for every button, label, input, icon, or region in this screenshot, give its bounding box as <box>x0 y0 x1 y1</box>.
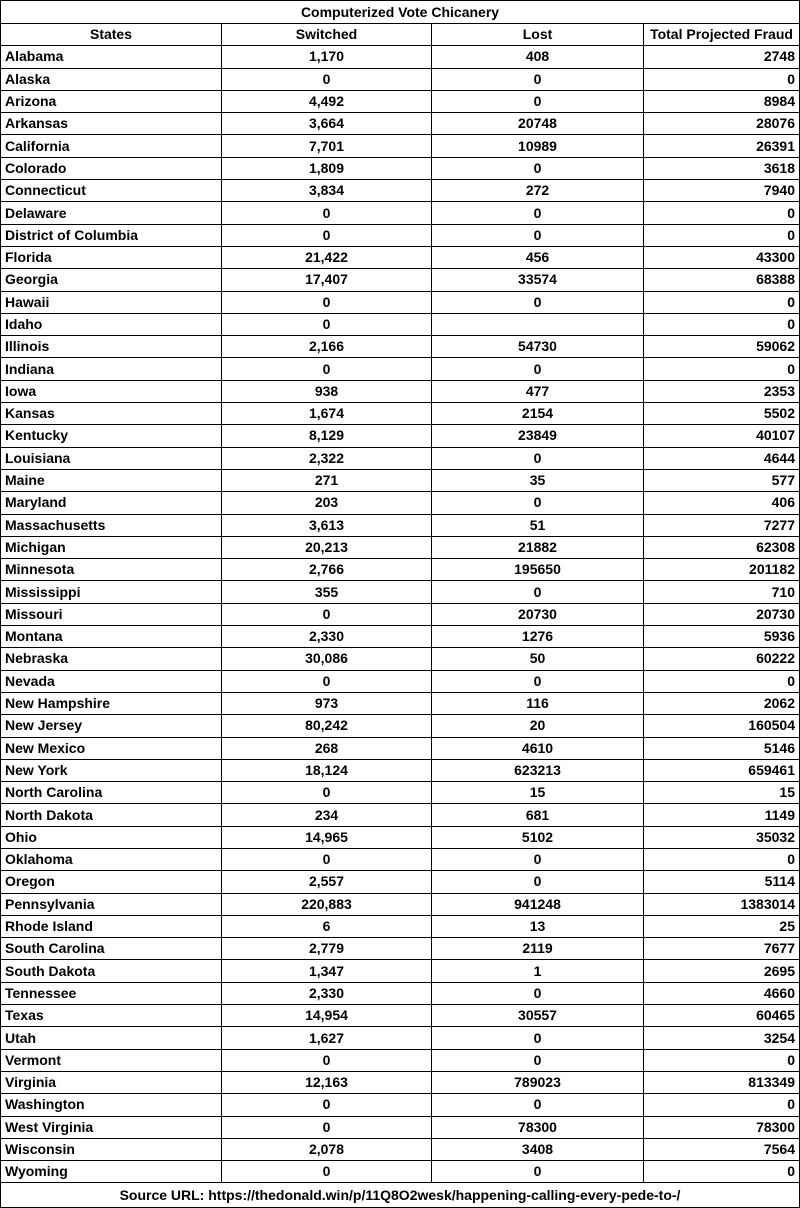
total-cell: 3254 <box>644 1027 800 1049</box>
switched-cell: 3,613 <box>222 514 432 536</box>
switched-cell: 8,129 <box>222 425 432 447</box>
table-row <box>1 1027 800 1049</box>
total-cell: 43300 <box>644 246 800 268</box>
lost-cell: 0 <box>432 848 644 870</box>
total-cell: 4644 <box>644 447 800 469</box>
table-row <box>1 1138 800 1160</box>
table-row <box>1 224 800 246</box>
total-cell: 28076 <box>644 113 800 135</box>
lost-cell: 0 <box>432 157 644 179</box>
total-cell: 5114 <box>644 871 800 893</box>
table-row <box>1 135 800 157</box>
switched-cell: 0 <box>222 1049 432 1071</box>
table-row <box>1 492 800 514</box>
table-body <box>1 46 800 1183</box>
total-cell: 15 <box>644 782 800 804</box>
state-cell: Pennsylvania <box>1 893 222 915</box>
lost-cell: 0 <box>432 871 644 893</box>
switched-cell: 2,779 <box>222 938 432 960</box>
total-cell: 7277 <box>644 514 800 536</box>
state-cell: Massachusetts <box>1 514 222 536</box>
table-row <box>1 938 800 960</box>
state-cell: North Dakota <box>1 804 222 826</box>
state-cell: Minnesota <box>1 559 222 581</box>
switched-cell: 0 <box>222 224 432 246</box>
switched-cell: 973 <box>222 692 432 714</box>
state-cell: Ohio <box>1 826 222 848</box>
state-cell: Arizona <box>1 90 222 112</box>
total-cell: 160504 <box>644 715 800 737</box>
state-cell: District of Columbia <box>1 224 222 246</box>
state-cell: Indiana <box>1 358 222 380</box>
table-row <box>1 358 800 380</box>
table-row <box>1 90 800 112</box>
state-cell: Florida <box>1 246 222 268</box>
header-switched: Switched <box>222 24 432 46</box>
lost-cell: 1 <box>432 960 644 982</box>
state-cell: Louisiana <box>1 447 222 469</box>
switched-cell: 20,213 <box>222 536 432 558</box>
lost-cell: 941248 <box>432 893 644 915</box>
lost-cell: 0 <box>432 358 644 380</box>
switched-cell: 938 <box>222 380 432 402</box>
table-row <box>1 1049 800 1071</box>
table-row <box>1 113 800 135</box>
total-cell: 0 <box>644 358 800 380</box>
lost-cell: 51 <box>432 514 644 536</box>
total-cell: 25 <box>644 915 800 937</box>
lost-cell: 116 <box>432 692 644 714</box>
switched-cell: 21,422 <box>222 246 432 268</box>
total-cell: 8984 <box>644 90 800 112</box>
state-cell: Maine <box>1 469 222 491</box>
switched-cell: 0 <box>222 1161 432 1183</box>
table-row <box>1 269 800 291</box>
switched-cell: 271 <box>222 469 432 491</box>
state-cell: South Carolina <box>1 938 222 960</box>
table-row <box>1 291 800 313</box>
total-cell: 1383014 <box>644 893 800 915</box>
lost-cell: 35 <box>432 469 644 491</box>
state-cell: Wyoming <box>1 1161 222 1183</box>
table-row <box>1 915 800 937</box>
switched-cell: 1,347 <box>222 960 432 982</box>
table-row <box>1 581 800 603</box>
table-row <box>1 826 800 848</box>
total-cell: 2748 <box>644 46 800 68</box>
switched-cell: 0 <box>222 1116 432 1138</box>
lost-cell: 23849 <box>432 425 644 447</box>
total-cell: 4660 <box>644 982 800 1004</box>
switched-cell: 2,330 <box>222 626 432 648</box>
total-cell: 78300 <box>644 1116 800 1138</box>
state-cell: New Jersey <box>1 715 222 737</box>
state-cell: Oregon <box>1 871 222 893</box>
state-cell: Illinois <box>1 336 222 358</box>
table-row <box>1 759 800 781</box>
total-cell: 710 <box>644 581 800 603</box>
table-row <box>1 782 800 804</box>
table-row <box>1 559 800 581</box>
lost-cell: 4610 <box>432 737 644 759</box>
total-cell: 7564 <box>644 1138 800 1160</box>
total-cell: 201182 <box>644 559 800 581</box>
state-cell: Alabama <box>1 46 222 68</box>
state-cell: Nevada <box>1 670 222 692</box>
switched-cell: 0 <box>222 1094 432 1116</box>
total-cell: 60222 <box>644 648 800 670</box>
table-row <box>1 425 800 447</box>
state-cell: Mississippi <box>1 581 222 603</box>
lost-cell: 33574 <box>432 269 644 291</box>
state-cell: Utah <box>1 1027 222 1049</box>
total-cell: 2062 <box>644 692 800 714</box>
total-cell: 0 <box>644 291 800 313</box>
lost-cell: 20 <box>432 715 644 737</box>
lost-cell: 0 <box>432 202 644 224</box>
lost-cell: 0 <box>432 224 644 246</box>
state-cell: Vermont <box>1 1049 222 1071</box>
lost-cell: 456 <box>432 246 644 268</box>
table-row <box>1 403 800 425</box>
total-cell: 406 <box>644 492 800 514</box>
table-row <box>1 1094 800 1116</box>
switched-cell: 0 <box>222 202 432 224</box>
switched-cell: 0 <box>222 68 432 90</box>
switched-cell: 0 <box>222 603 432 625</box>
table-row <box>1 603 800 625</box>
table-row <box>1 626 800 648</box>
switched-cell: 1,627 <box>222 1027 432 1049</box>
source-row <box>1 1183 800 1208</box>
total-cell: 5502 <box>644 403 800 425</box>
table-row <box>1 469 800 491</box>
state-cell: New Mexico <box>1 737 222 759</box>
switched-cell: 1,809 <box>222 157 432 179</box>
lost-cell: 0 <box>432 581 644 603</box>
state-cell: Kansas <box>1 403 222 425</box>
table-row <box>1 46 800 68</box>
switched-cell: 355 <box>222 581 432 603</box>
lost-cell: 3408 <box>432 1138 644 1160</box>
switched-cell: 14,954 <box>222 1005 432 1027</box>
total-cell: 62308 <box>644 536 800 558</box>
total-cell: 5146 <box>644 737 800 759</box>
state-cell: Colorado <box>1 157 222 179</box>
table-row <box>1 202 800 224</box>
total-cell: 20730 <box>644 603 800 625</box>
total-cell: 0 <box>644 1049 800 1071</box>
state-cell: Virginia <box>1 1071 222 1093</box>
source-url: Source URL: https://thedonald.win/p/11Q8O2wesk/happening-calling-every-pede-to-/ <box>1 1183 800 1208</box>
lost-cell: 20730 <box>432 603 644 625</box>
state-cell: Maryland <box>1 492 222 514</box>
total-cell: 59062 <box>644 336 800 358</box>
total-cell: 0 <box>644 848 800 870</box>
switched-cell: 1,674 <box>222 403 432 425</box>
total-cell: 1149 <box>644 804 800 826</box>
total-cell: 7677 <box>644 938 800 960</box>
lost-cell <box>432 313 644 335</box>
total-cell: 0 <box>644 68 800 90</box>
table-row <box>1 648 800 670</box>
state-cell: Michigan <box>1 536 222 558</box>
state-cell: Oklahoma <box>1 848 222 870</box>
table-row <box>1 536 800 558</box>
switched-cell: 4,492 <box>222 90 432 112</box>
switched-cell: 80,242 <box>222 715 432 737</box>
switched-cell: 2,166 <box>222 336 432 358</box>
header-row <box>1 24 800 46</box>
lost-cell: 0 <box>432 1049 644 1071</box>
header-lost: Lost <box>432 24 644 46</box>
switched-cell: 0 <box>222 358 432 380</box>
total-cell: 2695 <box>644 960 800 982</box>
lost-cell: 10989 <box>432 135 644 157</box>
state-cell: Idaho <box>1 313 222 335</box>
table-row <box>1 960 800 982</box>
state-cell: Alaska <box>1 68 222 90</box>
total-cell: 40107 <box>644 425 800 447</box>
title-row <box>1 1 800 24</box>
table-row <box>1 692 800 714</box>
header-states: States <box>1 24 222 46</box>
switched-cell: 7,701 <box>222 135 432 157</box>
total-cell: 0 <box>644 224 800 246</box>
state-cell: Washington <box>1 1094 222 1116</box>
switched-cell: 234 <box>222 804 432 826</box>
total-cell: 3618 <box>644 157 800 179</box>
switched-cell: 203 <box>222 492 432 514</box>
switched-cell: 0 <box>222 848 432 870</box>
table-row <box>1 447 800 469</box>
header-total: Total Projected Fraud <box>644 24 800 46</box>
total-cell: 26391 <box>644 135 800 157</box>
total-cell: 577 <box>644 469 800 491</box>
total-cell: 813349 <box>644 1071 800 1093</box>
lost-cell: 54730 <box>432 336 644 358</box>
switched-cell: 3,664 <box>222 113 432 135</box>
lost-cell: 21882 <box>432 536 644 558</box>
state-cell: Tennessee <box>1 982 222 1004</box>
state-cell: New Hampshire <box>1 692 222 714</box>
table-row <box>1 982 800 1004</box>
lost-cell: 0 <box>432 68 644 90</box>
state-cell: Montana <box>1 626 222 648</box>
table-row <box>1 68 800 90</box>
switched-cell: 0 <box>222 313 432 335</box>
table-row <box>1 246 800 268</box>
total-cell: 60465 <box>644 1005 800 1027</box>
lost-cell: 0 <box>432 1027 644 1049</box>
table-row <box>1 336 800 358</box>
table-row <box>1 1071 800 1093</box>
switched-cell: 1,170 <box>222 46 432 68</box>
total-cell: 659461 <box>644 759 800 781</box>
switched-cell: 220,883 <box>222 893 432 915</box>
state-cell: California <box>1 135 222 157</box>
table-row <box>1 893 800 915</box>
table-row <box>1 715 800 737</box>
state-cell: Iowa <box>1 380 222 402</box>
table-row <box>1 180 800 202</box>
table-row <box>1 848 800 870</box>
total-cell: 35032 <box>644 826 800 848</box>
lost-cell: 0 <box>432 447 644 469</box>
lost-cell: 0 <box>432 670 644 692</box>
table-row <box>1 1005 800 1027</box>
state-cell: Georgia <box>1 269 222 291</box>
switched-cell: 17,407 <box>222 269 432 291</box>
switched-cell: 0 <box>222 670 432 692</box>
table-title: Computerized Vote Chicanery <box>1 1 800 24</box>
lost-cell: 623213 <box>432 759 644 781</box>
state-cell: Kentucky <box>1 425 222 447</box>
state-cell: Missouri <box>1 603 222 625</box>
total-cell: 0 <box>644 313 800 335</box>
lost-cell: 789023 <box>432 1071 644 1093</box>
state-cell: Delaware <box>1 202 222 224</box>
table-row <box>1 1116 800 1138</box>
switched-cell: 2,766 <box>222 559 432 581</box>
lost-cell: 477 <box>432 380 644 402</box>
total-cell: 7940 <box>644 180 800 202</box>
table-row <box>1 804 800 826</box>
state-cell: Connecticut <box>1 180 222 202</box>
switched-cell: 2,557 <box>222 871 432 893</box>
state-cell: Nebraska <box>1 648 222 670</box>
total-cell: 2353 <box>644 380 800 402</box>
lost-cell: 2154 <box>432 403 644 425</box>
state-cell: Wisconsin <box>1 1138 222 1160</box>
lost-cell: 15 <box>432 782 644 804</box>
state-cell: Arkansas <box>1 113 222 135</box>
state-cell: North Carolina <box>1 782 222 804</box>
state-cell: South Dakota <box>1 960 222 982</box>
total-cell: 0 <box>644 670 800 692</box>
switched-cell: 12,163 <box>222 1071 432 1093</box>
lost-cell: 20748 <box>432 113 644 135</box>
state-cell: West Virginia <box>1 1116 222 1138</box>
lost-cell: 0 <box>432 291 644 313</box>
total-cell: 68388 <box>644 269 800 291</box>
lost-cell: 681 <box>432 804 644 826</box>
lost-cell: 5102 <box>432 826 644 848</box>
lost-cell: 1276 <box>432 626 644 648</box>
table-row <box>1 313 800 335</box>
lost-cell: 0 <box>432 982 644 1004</box>
table-row <box>1 670 800 692</box>
switched-cell: 0 <box>222 782 432 804</box>
table-row <box>1 380 800 402</box>
lost-cell: 195650 <box>432 559 644 581</box>
state-cell: Rhode Island <box>1 915 222 937</box>
state-cell: Hawaii <box>1 291 222 313</box>
table-row <box>1 737 800 759</box>
table-row <box>1 1161 800 1183</box>
switched-cell: 6 <box>222 915 432 937</box>
lost-cell: 408 <box>432 46 644 68</box>
switched-cell: 2,322 <box>222 447 432 469</box>
lost-cell: 0 <box>432 1161 644 1183</box>
switched-cell: 18,124 <box>222 759 432 781</box>
lost-cell: 2119 <box>432 938 644 960</box>
lost-cell: 30557 <box>432 1005 644 1027</box>
lost-cell: 13 <box>432 915 644 937</box>
lost-cell: 78300 <box>432 1116 644 1138</box>
total-cell: 5936 <box>644 626 800 648</box>
switched-cell: 2,330 <box>222 982 432 1004</box>
switched-cell: 14,965 <box>222 826 432 848</box>
switched-cell: 30,086 <box>222 648 432 670</box>
table-row <box>1 514 800 536</box>
switched-cell: 2,078 <box>222 1138 432 1160</box>
lost-cell: 0 <box>432 492 644 514</box>
total-cell: 0 <box>644 202 800 224</box>
state-cell: Texas <box>1 1005 222 1027</box>
switched-cell: 0 <box>222 291 432 313</box>
table-row <box>1 157 800 179</box>
total-cell: 0 <box>644 1161 800 1183</box>
lost-cell: 0 <box>432 90 644 112</box>
switched-cell: 268 <box>222 737 432 759</box>
lost-cell: 50 <box>432 648 644 670</box>
lost-cell: 272 <box>432 180 644 202</box>
lost-cell: 0 <box>432 1094 644 1116</box>
total-cell: 0 <box>644 1094 800 1116</box>
state-cell: New York <box>1 759 222 781</box>
table-row <box>1 871 800 893</box>
switched-cell: 3,834 <box>222 180 432 202</box>
